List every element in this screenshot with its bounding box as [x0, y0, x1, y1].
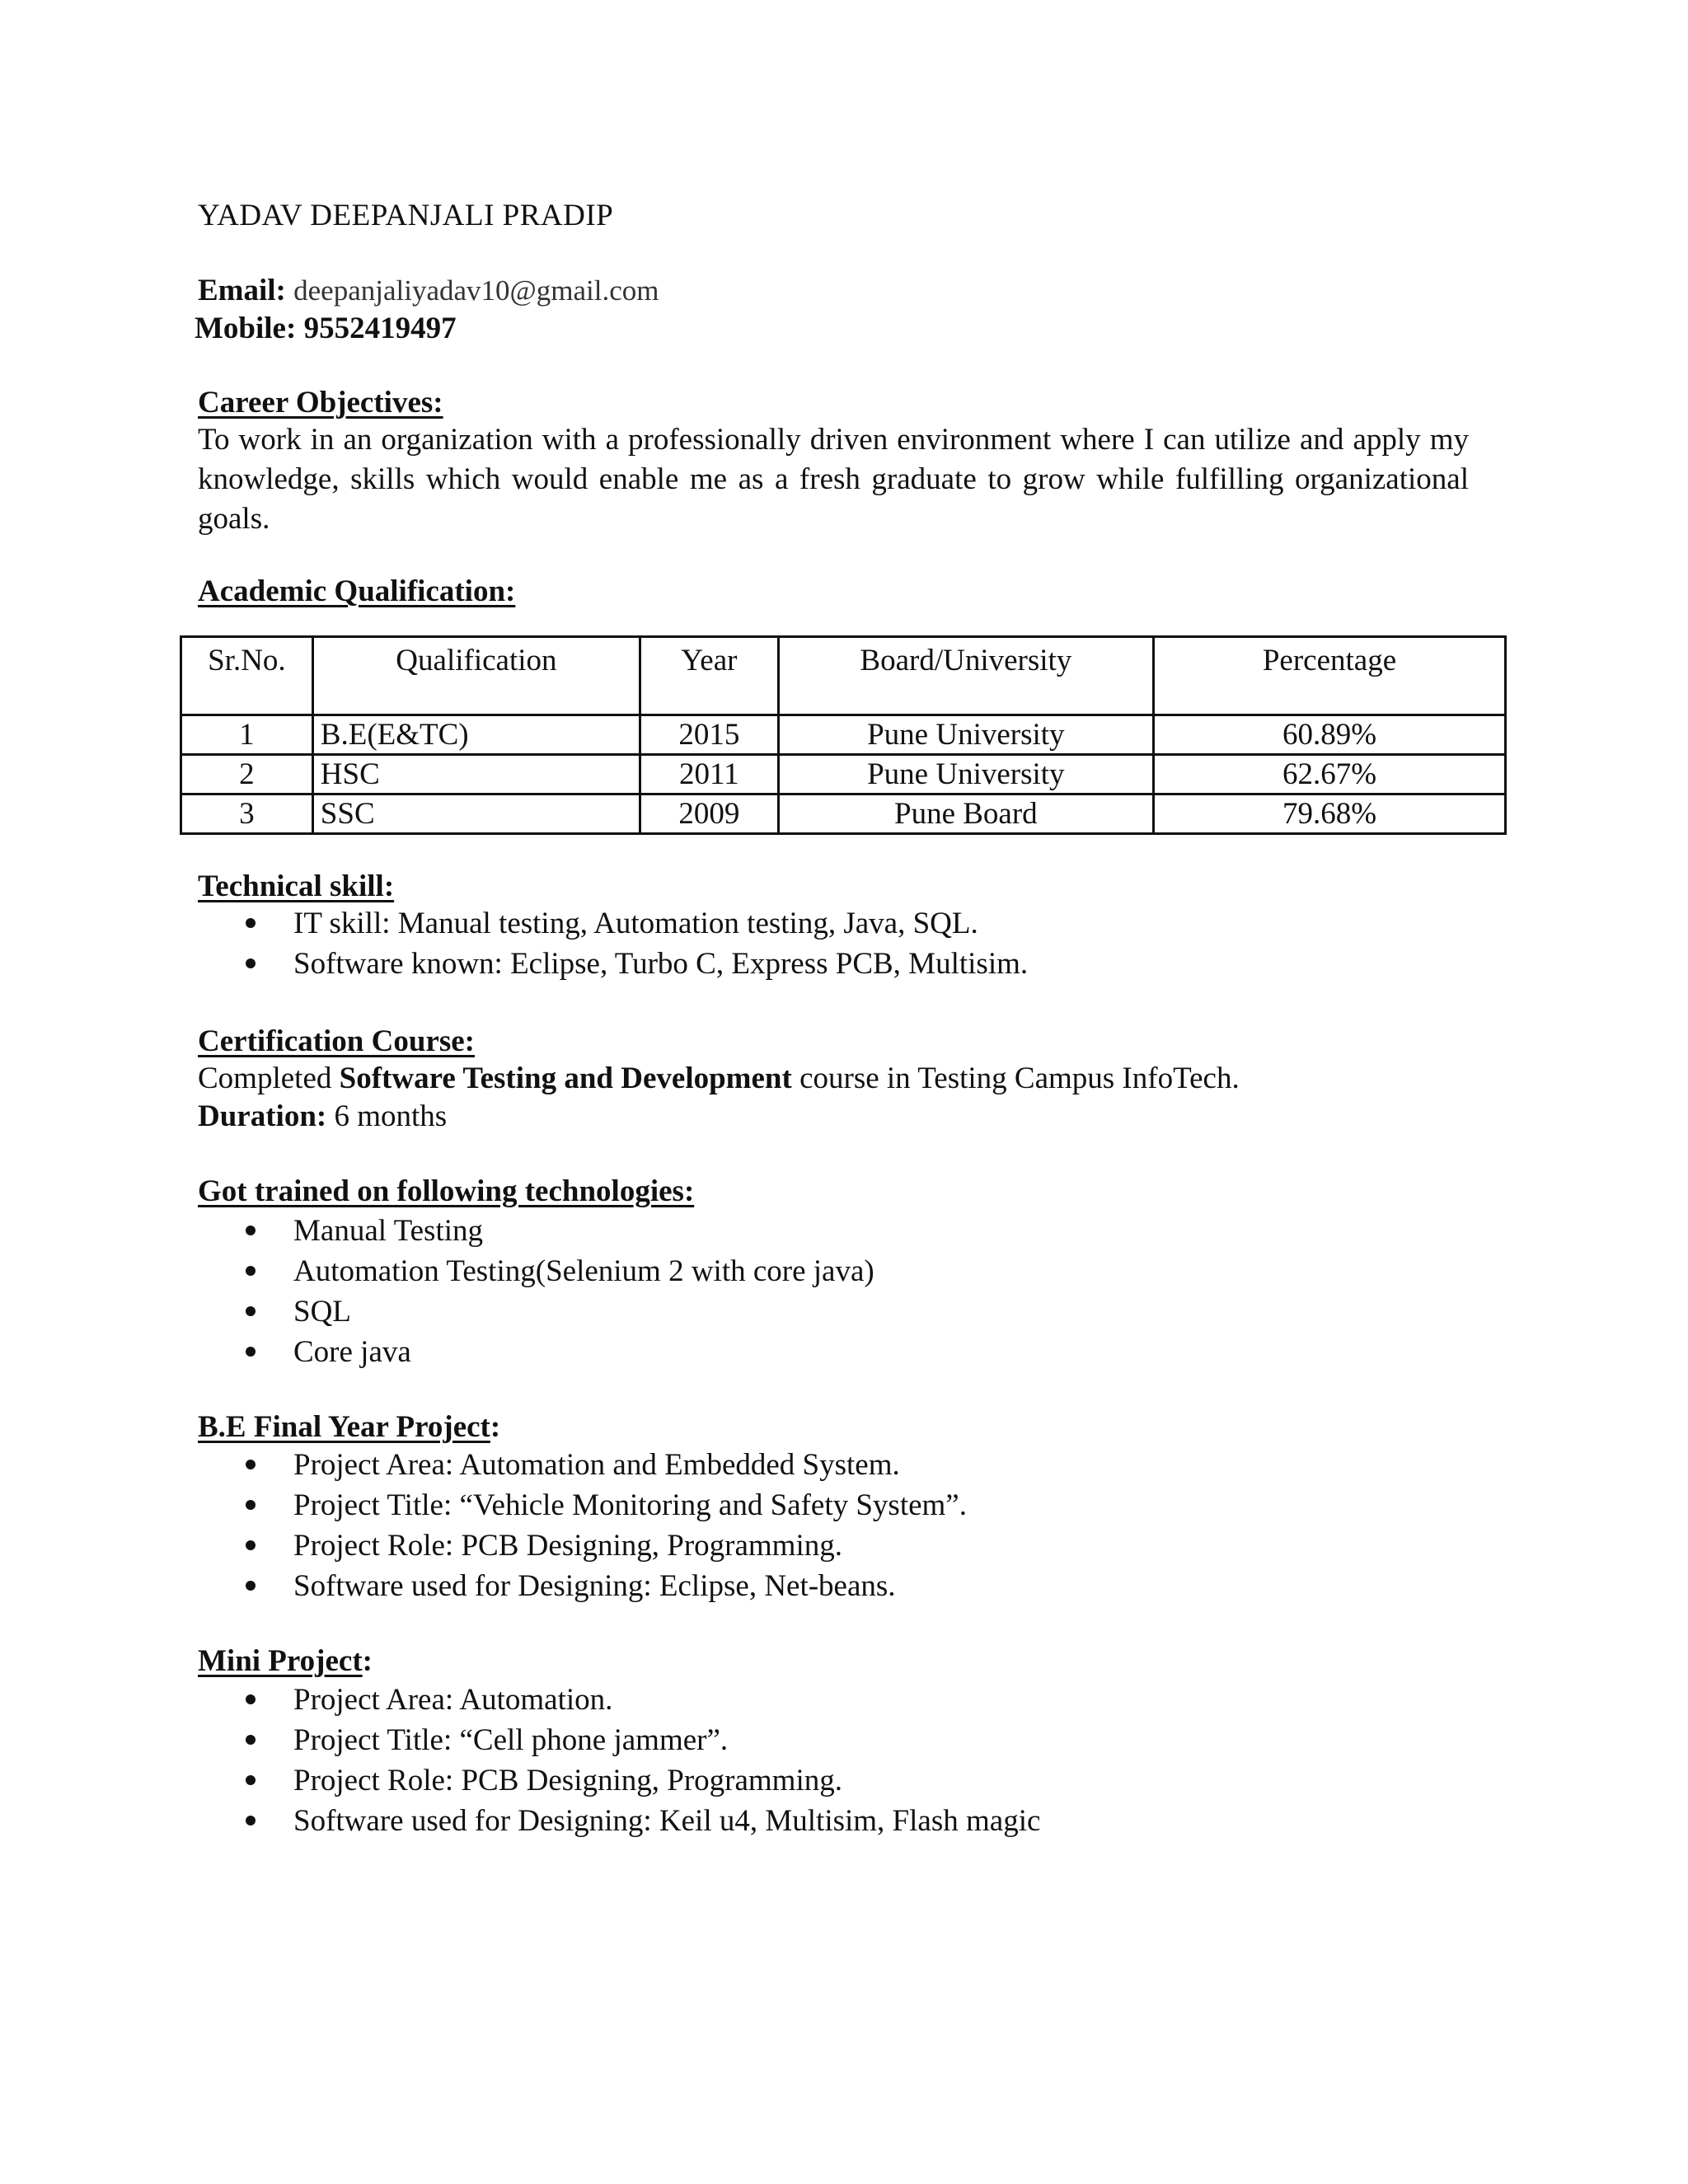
- list-item: [198, 1720, 1040, 1760]
- list-item-text: SQL: [293, 1295, 351, 1329]
- list-item: [198, 1680, 1040, 1720]
- be-project-heading-text: B.E Final Year Project: [198, 1410, 490, 1444]
- table-cell: 2009: [640, 794, 779, 834]
- bullet-icon: [246, 1306, 256, 1316]
- table-row: [181, 755, 1506, 794]
- column-header: Sr.No.: [181, 637, 313, 715]
- email-line: [198, 275, 659, 306]
- technical-list: [198, 903, 1028, 984]
- table-cell: Pune University: [778, 755, 1153, 794]
- bullet-icon: [246, 1816, 256, 1825]
- list-item: [198, 1760, 1040, 1801]
- bullet-icon: [246, 958, 256, 968]
- list-item: [198, 1332, 874, 1372]
- candidate-name: YADAV DEEPANJALI PRADIP: [198, 199, 614, 232]
- list-item: [198, 1291, 874, 1332]
- list-item-text: Core java: [293, 1335, 411, 1369]
- certification-pre: Completed: [198, 1062, 340, 1095]
- list-item: [198, 1801, 1040, 1841]
- table-cell: Pune Board: [778, 794, 1153, 834]
- duration-line: [198, 1101, 447, 1132]
- list-item-text: Project Title: “Vehicle Monitoring and Safety System”.: [293, 1488, 967, 1522]
- column-header: Percentage: [1153, 637, 1505, 715]
- table-row: [181, 715, 1506, 755]
- list-item-text: Software known: Eclipse, Turbo C, Express PCB, Multisim.: [293, 947, 1029, 981]
- column-header: Qualification: [312, 637, 640, 715]
- mini-project-heading: [198, 1646, 373, 1676]
- career-text: To work in an organization with a professionally driven environment where I can utilize and apply my knowledge, skills which would enable me as a fresh graduate to grow while fulfilling organizational goals.: [198, 423, 1469, 536]
- mobile-value: 9552419497: [303, 312, 457, 345]
- list-item-text: Project Area: Automation and Embedded System.: [293, 1448, 900, 1482]
- bullet-icon: [246, 1500, 256, 1510]
- list-item-text: Software used for Designing: Keil u4, Multisim, Flash magic: [293, 1804, 1041, 1838]
- list-item-text: IT skill: Manual testing, Automation testing, Java, SQL.: [293, 907, 978, 940]
- email-label: Email:: [198, 274, 286, 307]
- list-item-text: Project Title: “Cell phone jammer”.: [293, 1723, 729, 1757]
- mobile-line: [195, 313, 457, 344]
- be-project-heading: [198, 1412, 500, 1442]
- bullet-icon: [246, 1266, 256, 1276]
- table-cell: 3: [181, 794, 313, 834]
- column-header: Year: [640, 637, 779, 715]
- table-cell: 62.67%: [1153, 755, 1505, 794]
- mini-project-heading-text: Mini Project: [198, 1644, 363, 1678]
- certification-post: course in Testing Campus InfoTech.: [791, 1062, 1240, 1095]
- duration-value: 6 months: [334, 1099, 448, 1133]
- list-item: [198, 1485, 967, 1526]
- table-cell: B.E(E&TC): [312, 715, 640, 755]
- career-heading: Career Objectives:: [198, 386, 443, 419]
- bullet-icon: [246, 1775, 256, 1785]
- table-cell: 60.89%: [1153, 715, 1505, 755]
- academic-heading: Academic Qualification:: [198, 574, 516, 608]
- table-cell: Pune University: [778, 715, 1153, 755]
- column-header: Board/University: [778, 637, 1153, 715]
- email-value: deepanjaliyadav10@gmail.com: [293, 274, 659, 307]
- bullet-icon: [246, 1540, 256, 1550]
- table-cell: 1: [181, 715, 313, 755]
- list-item-text: Project Role: PCB Designing, Programming.: [293, 1764, 842, 1797]
- certification-heading: Certification Course:: [198, 1024, 475, 1058]
- bullet-icon: [246, 1460, 256, 1469]
- list-item: [198, 1445, 967, 1485]
- table-cell: SSC: [312, 794, 640, 834]
- list-item-text: Software used for Designing: Eclipse, Net-beans.: [293, 1569, 896, 1603]
- duration-label: Duration:: [198, 1099, 327, 1133]
- table-cell: 2011: [640, 755, 779, 794]
- list-item: [198, 1251, 874, 1291]
- list-item: [198, 903, 1028, 944]
- certification-line: [198, 1063, 1240, 1094]
- technical-heading: Technical skill:: [198, 869, 395, 903]
- academic-table: [180, 635, 1507, 835]
- list-item-text: Automation Testing(Selenium 2 with core java): [293, 1254, 874, 1288]
- table-row: [181, 794, 1506, 834]
- trained-list: [198, 1211, 874, 1372]
- list-item: [198, 1211, 874, 1251]
- list-item: [198, 944, 1028, 984]
- mini-project-heading-colon: :: [362, 1644, 373, 1678]
- table-cell: 79.68%: [1153, 794, 1505, 834]
- be-project-list: [198, 1445, 967, 1606]
- be-project-heading-colon: :: [490, 1410, 501, 1444]
- bullet-icon: [246, 918, 256, 928]
- mini-project-list: [198, 1680, 1040, 1841]
- table-cell: 2015: [640, 715, 779, 755]
- mobile-label: Mobile:: [195, 312, 297, 345]
- bullet-icon: [246, 1581, 256, 1591]
- list-item-text: Manual Testing: [293, 1214, 484, 1248]
- list-item-text: Project Role: PCB Designing, Programming.: [293, 1529, 842, 1563]
- trained-heading: Got trained on following technologies:: [198, 1174, 695, 1208]
- list-item: [198, 1526, 967, 1566]
- bullet-icon: [246, 1735, 256, 1745]
- certification-course: Software Testing and Development: [339, 1062, 792, 1095]
- list-item-text: Project Area: Automation.: [293, 1683, 613, 1717]
- list-item: [198, 1566, 967, 1606]
- bullet-icon: [246, 1226, 256, 1235]
- bullet-icon: [246, 1694, 256, 1704]
- table-cell: HSC: [312, 755, 640, 794]
- table-header-row: [181, 637, 1506, 715]
- bullet-icon: [246, 1347, 256, 1357]
- table-cell: 2: [181, 755, 313, 794]
